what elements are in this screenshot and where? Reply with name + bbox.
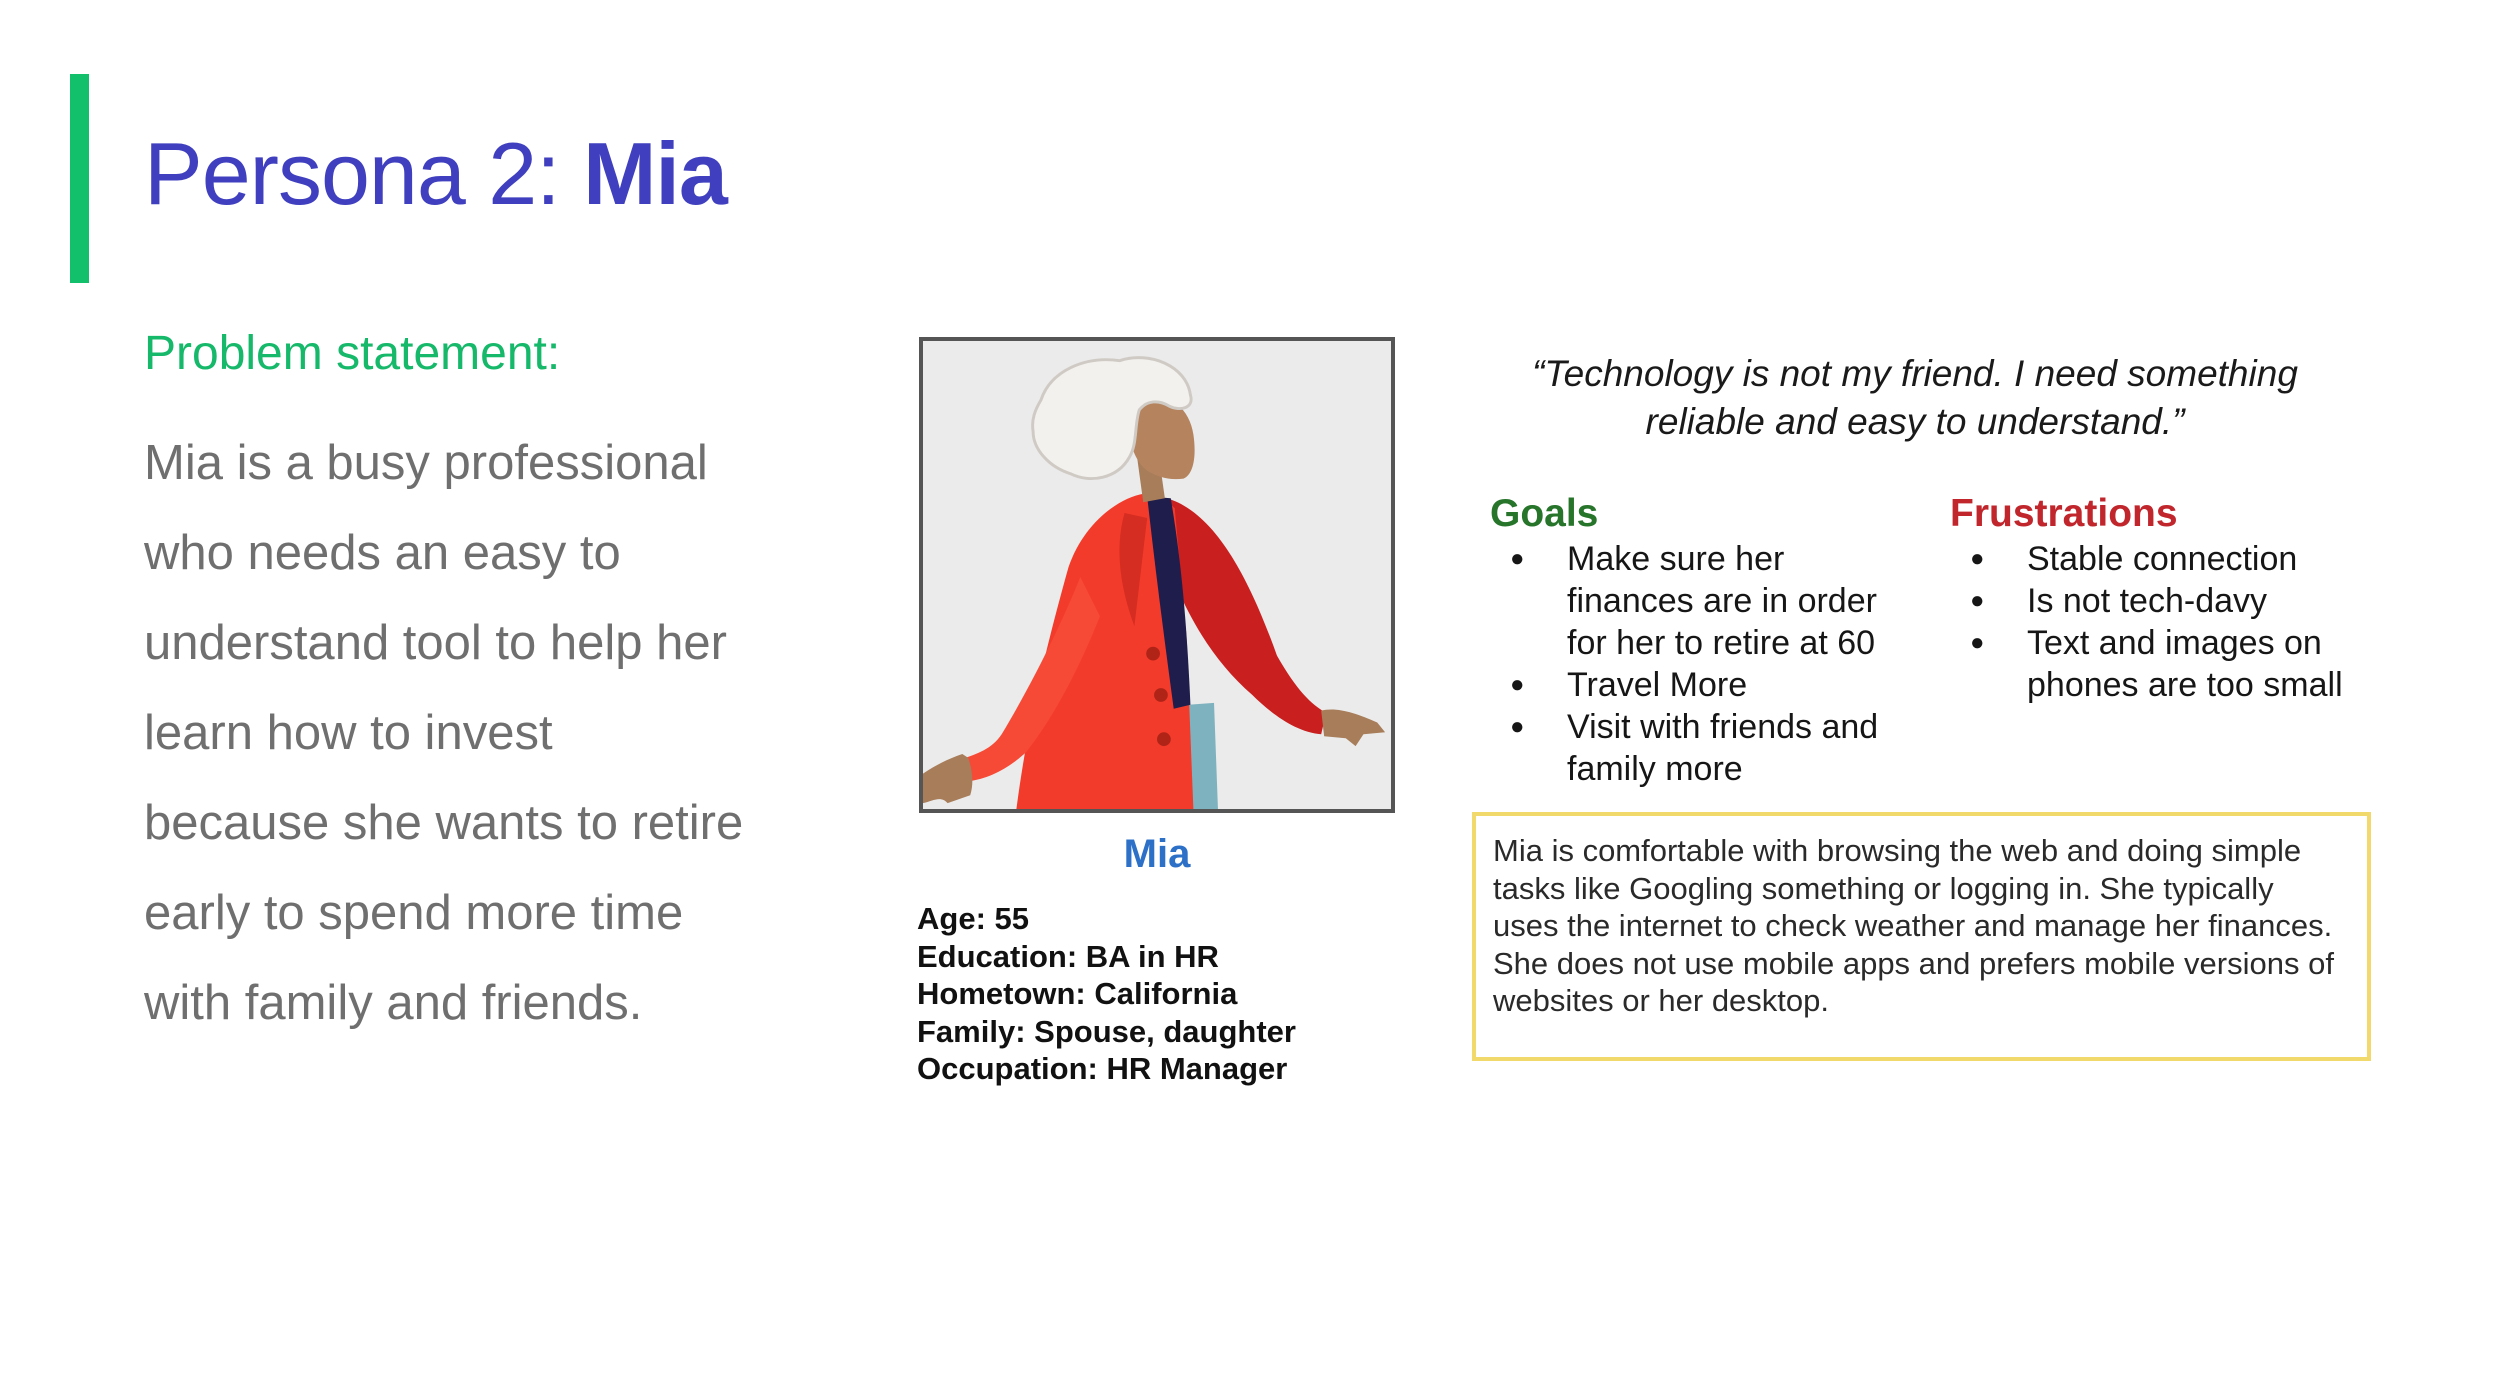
demographic-item: Family: Spouse, daughter <box>917 1013 1296 1049</box>
frustrations-heading: Frustrations <box>1950 492 2178 535</box>
problem-line: because she wants to retire <box>144 796 744 850</box>
page-title <box>144 124 727 223</box>
goal-item: ● Make sure her finances are in order for her to retire at 60 <box>1510 538 1900 664</box>
title-persona-name: Mia <box>583 124 727 223</box>
problem-line: who needs an easy to <box>144 526 621 580</box>
frustrations-list <box>1970 538 2360 706</box>
problem-statement-heading: Problem statement: <box>144 327 561 380</box>
title-accent-bar <box>70 74 89 283</box>
goals-heading: Goals <box>1490 492 1599 535</box>
problem-line: understand tool to help her <box>144 616 727 670</box>
goal-item: ● Visit with friends and family more <box>1510 706 1900 790</box>
problem-line: learn how to invest <box>144 706 553 760</box>
quote-line: “Technology is not my friend. I need something <box>1532 353 2298 394</box>
persona-name-label: Mia <box>1123 832 1191 876</box>
problem-statement-text <box>144 418 743 1048</box>
demographic-item: Occupation: HR Manager <box>917 1051 1288 1086</box>
demographic-item: Hometown: California <box>917 976 1238 1011</box>
frustration-item: ● Stable connection <box>1970 538 2360 580</box>
tech-comfort-text: Mia is comfortable with browsing the web and doing simple tasks like Googling something or logging in. She typically uses the internet to check weather and manage her finances. She does not use mobile apps and prefers mobile versions of websites or her desktop. <box>1493 833 2334 1018</box>
frustration-item: ● Is not tech-davy <box>1970 580 2360 622</box>
title-prefix: Persona 2: <box>144 124 560 223</box>
quote-line: reliable and easy to understand.” <box>1645 401 2185 442</box>
demographic-item: Age: 55 <box>917 901 1029 936</box>
persona-avatar <box>919 337 1395 813</box>
goals-list <box>1510 538 1900 790</box>
problem-line: Mia is a busy professional <box>144 436 708 490</box>
tech-comfort-box <box>1472 812 2371 1061</box>
persona-quote <box>1475 350 2355 446</box>
goal-item: ● Travel More <box>1510 664 1900 706</box>
demographic-item: Education: BA in HR <box>917 938 1219 974</box>
persona-demographics <box>917 900 1296 1088</box>
problem-line: early to spend more time <box>144 886 684 940</box>
problem-line: with family and friends. <box>144 976 643 1030</box>
frustration-item: ● Text and images on phones are too small <box>1970 622 2360 706</box>
walking-woman-illustration <box>923 341 1391 809</box>
